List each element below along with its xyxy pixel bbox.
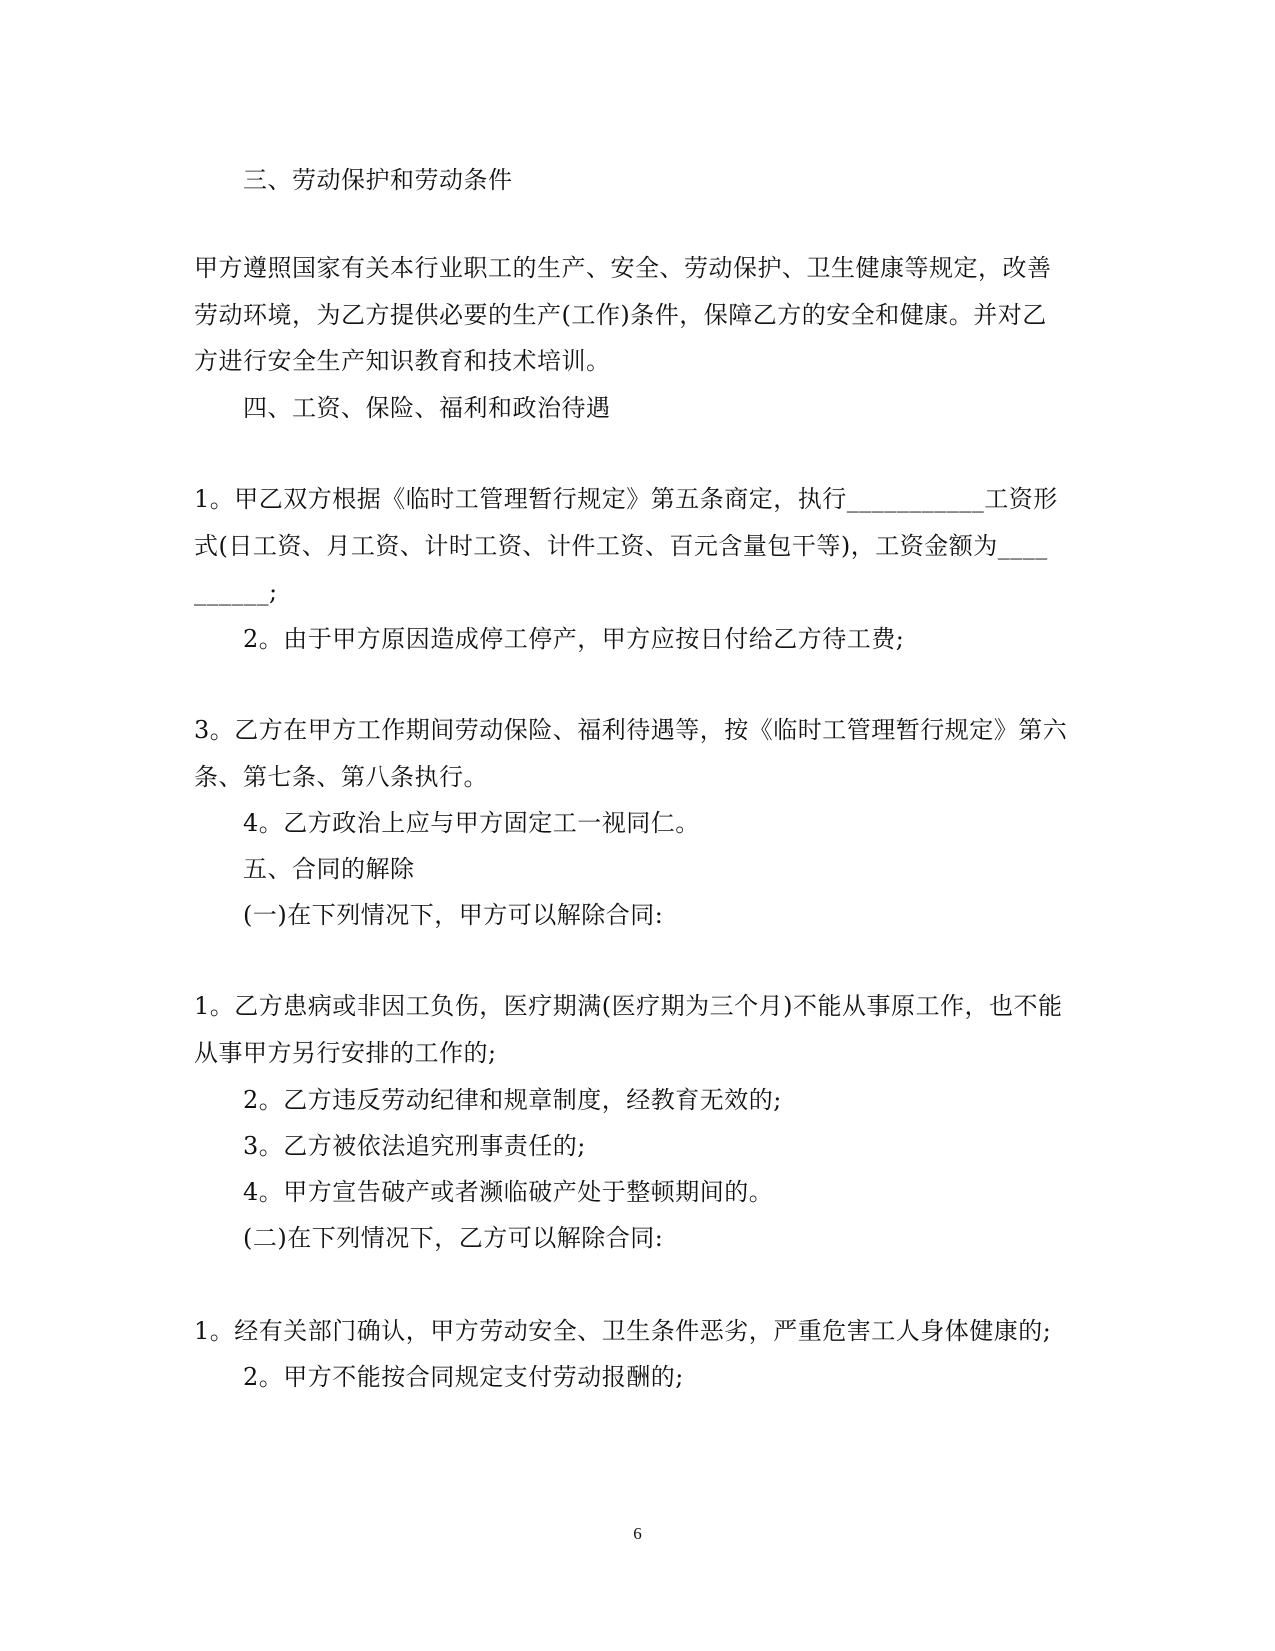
paragraph-line: 3。乙方在甲方工作期间劳动保险、福利待遇等，按《临时工管理暂行规定》第六: [194, 716, 1068, 744]
paragraph-line: 劳动环境，为乙方提供必要的生产(工作)条件，保障乙方的安全和健康。并对乙: [194, 301, 1047, 329]
section-heading-wages-insurance: 四、工资、保险、福利和政治待遇: [243, 394, 611, 422]
paragraph-line: 1。经有关部门确认，甲方劳动安全、卫生条件恶劣，严重危害工人身体健康的;: [194, 1317, 1052, 1345]
list-item: 4。乙方政治上应与甲方固定工一视同仁。: [243, 809, 700, 837]
list-item: 4。甲方宣告破产或者濒临破产处于整顿期间的。: [243, 1178, 774, 1206]
paragraph-line: 甲方遵照国家有关本行业职工的生产、安全、劳动保护、卫生健康等规定，改善: [194, 254, 1052, 282]
paragraph-line: 1。甲乙双方根据《临时工管理暂行规定》第五条商定，执行___________工资形: [194, 485, 1058, 513]
paragraph-line: 式(日工资、月工资、计时工资、计件工资、百元含量包干等)，工资金额为____: [194, 532, 1048, 560]
page-number: 6: [633, 1524, 642, 1543]
section-heading-labor-protection: 三、劳动保护和劳动条件: [243, 166, 513, 194]
subsection-heading: (二)在下列情况下，乙方可以解除合同:: [243, 1224, 664, 1252]
list-item: 3。乙方被依法追究刑事责任的;: [243, 1132, 586, 1160]
paragraph-line: 方进行安全生产知识教育和技术培训。: [194, 347, 611, 375]
paragraph-line: 条、第七条、第八条执行。: [194, 763, 488, 791]
section-heading-contract-termination: 五、合同的解除: [243, 855, 415, 883]
paragraph-line: ______;: [194, 578, 278, 606]
paragraph-line: 1。乙方患病或非因工负伤，医疗期满(医疗期为三个月)不能从事原工作，也不能: [194, 992, 1063, 1020]
paragraph-line: 从事甲方另行安排的工作的;: [194, 1039, 497, 1067]
list-item: 2。甲方不能按合同规定支付劳动报酬的;: [243, 1363, 684, 1391]
list-item: 2。由于甲方原因造成停工停产，甲方应按日付给乙方待工费;: [243, 625, 905, 653]
list-item: 2。乙方违反劳动纪律和规章制度，经教育无效的;: [243, 1086, 782, 1114]
subsection-heading: (一)在下列情况下，甲方可以解除合同:: [243, 901, 664, 929]
